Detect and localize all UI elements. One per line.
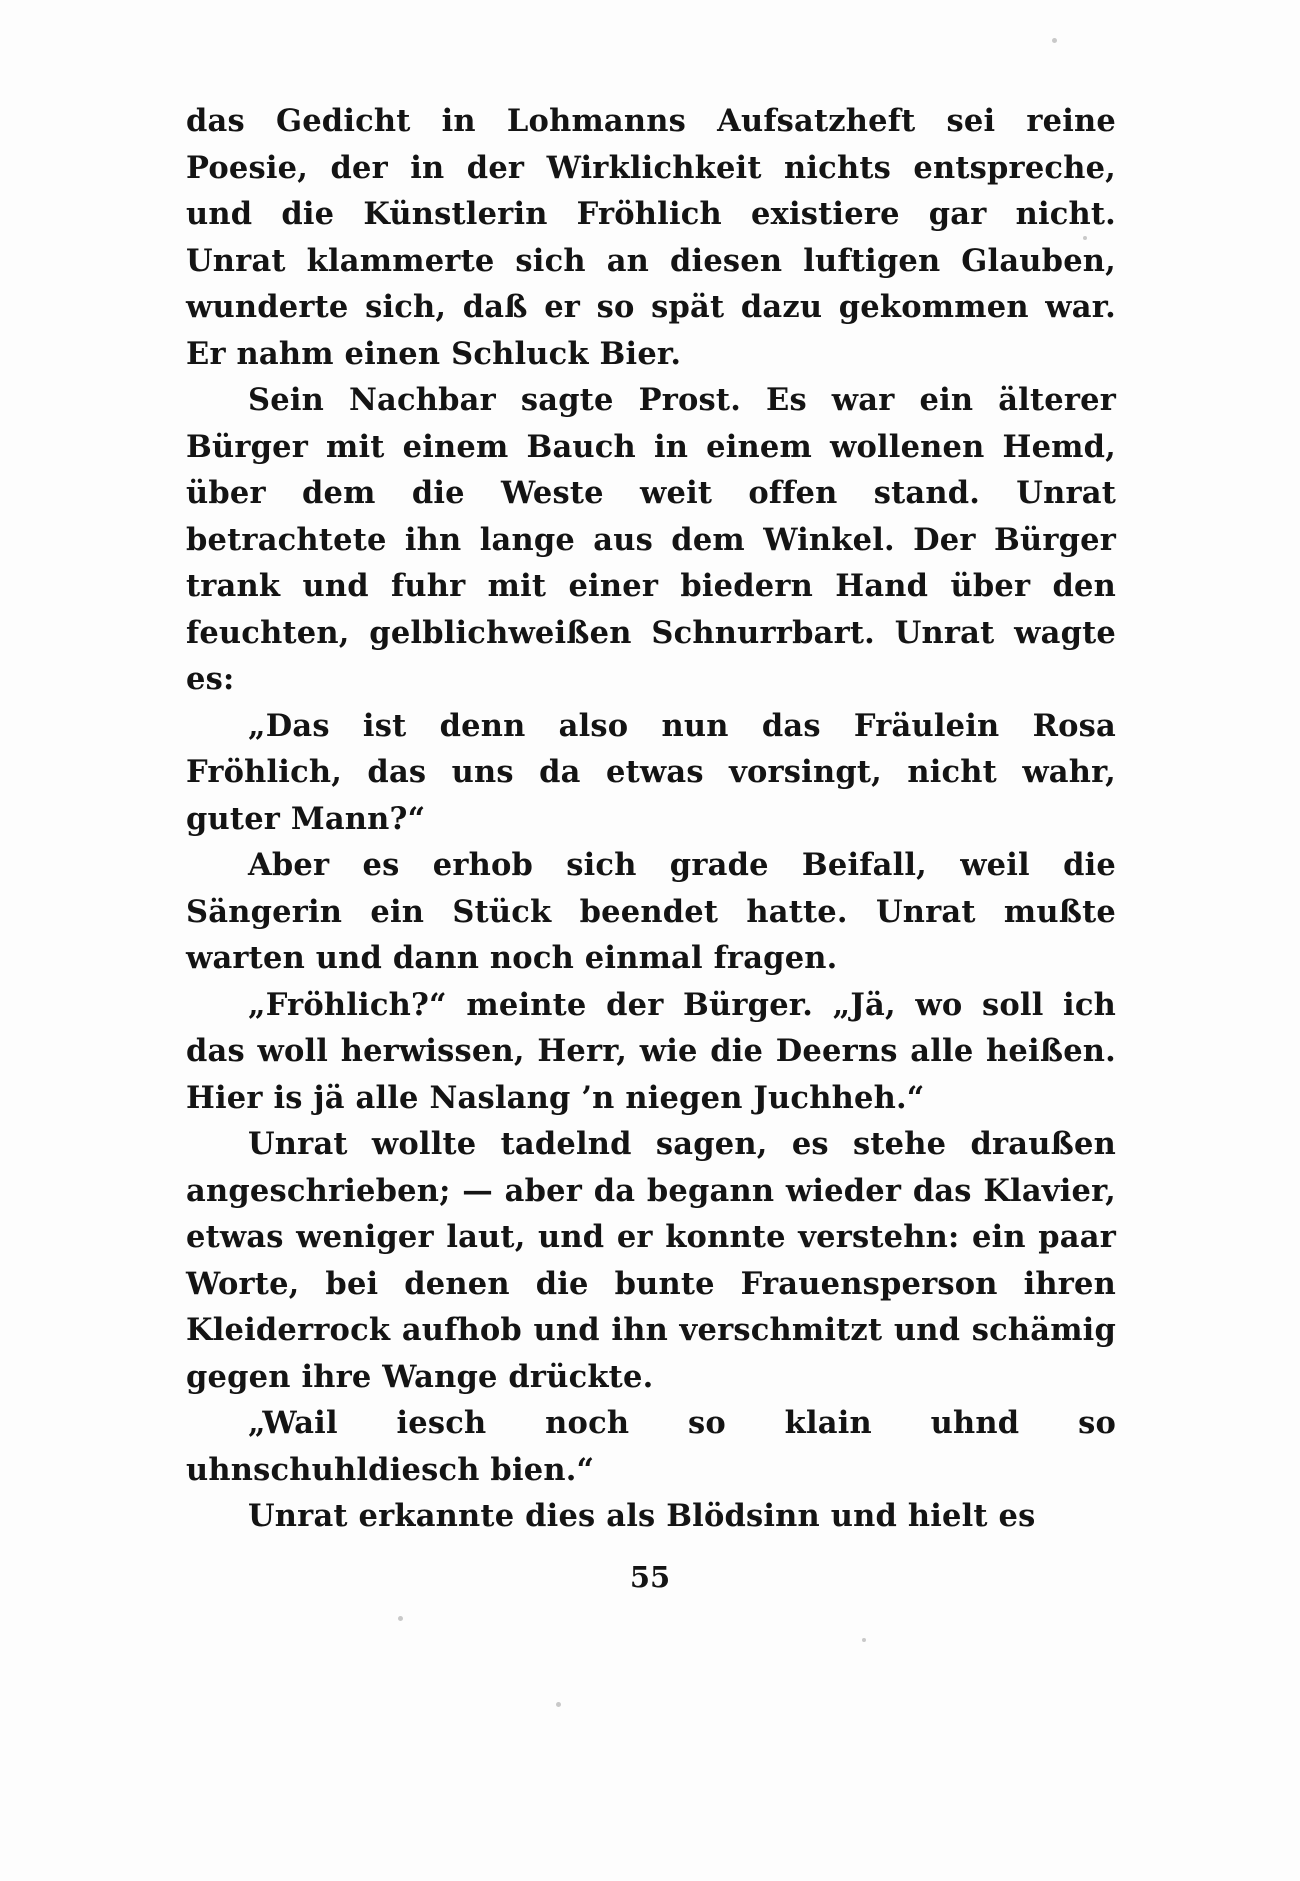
scan-speck (556, 1702, 561, 1707)
paragraph: Unrat erkannte dies als Blödsinn und hielt es (248, 1498, 1036, 1534)
scan-speck (862, 1638, 866, 1642)
paragraph: Sein Nachbar sagte Prost. Es war ein älterer Bürger mit einem Bauch in einem wollenen Hemd, über dem die Weste weit offen stand. Unrat betrachtete ihn lange aus dem Winkel. Der Bürger trank und fuhr mit einer biedern Hand über den feuchten, gelblichweißen Schnurrbart. Unrat wagte es: (186, 382, 1116, 697)
paragraph: „Das ist denn also nun das Fräulein Rosa Fröhlich, das uns da etwas vorsingt, nicht wahr, guter Mann?“ (186, 707, 1116, 837)
page-number: 55 (629, 1560, 671, 1594)
scan-speck (1052, 38, 1057, 43)
paragraph: Unrat wollte tadelnd sagen, es stehe draußen angeschrieben; — aber da begann wieder das Klavier, etwas weniger laut, und er konnte verstehn: ein paar Worte, bei denen die bunte Frauensperson ihren Kleiderrock aufhob und ihn verschmitzt und schämig gegen ihre Wange drückte. (186, 1126, 1116, 1395)
paragraph: das Gedicht in Lohmanns Aufsatzheft sei reine Poesie, der in der Wirklichkeit nichts entspreche, und die Künstlerin Fröhlich existiere gar nicht. Unrat klammerte sich an diesen luftigen Glauben, wunderte sich, daß er so spät dazu gekommen war. Er nahm einen Schluck Bier. (186, 103, 1116, 372)
body-text (186, 98, 1116, 1540)
scan-speck (398, 1616, 403, 1621)
paragraph: Aber es erhob sich grade Beifall, weil die Sängerin ein Stück beendet hatte. Unrat mußte warten und dann noch einmal fragen. (186, 847, 1116, 976)
paragraph: „Wail iesch noch so klain uhnd so uhnschuhldiesch bien.“ (186, 1405, 1116, 1488)
paragraph: „Fröhlich?“ meinte der Bürger. „Jä, wo soll ich das woll herwissen, Herr, wie die Deerns alle heißen. Hier is jä alle Naslang ’n niegen Juchheh.“ (186, 986, 1116, 1116)
